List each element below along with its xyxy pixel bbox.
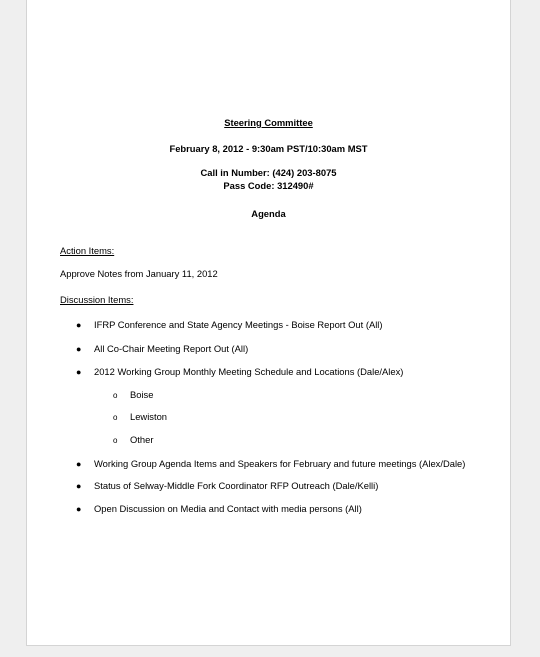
bullet-icon: ● bbox=[76, 481, 82, 491]
sub-item-text: Boise bbox=[130, 389, 154, 400]
meeting-date: February 8, 2012 - 9:30am PST/10:30am MST bbox=[169, 143, 368, 154]
bullet-icon: ● bbox=[76, 320, 82, 330]
action-items-heading: Action Items: bbox=[60, 245, 115, 256]
discussion-item bbox=[76, 480, 378, 491]
action-item: Approve Notes from January 11, 2012 bbox=[60, 268, 218, 279]
bullet-icon: ● bbox=[76, 504, 82, 514]
discussion-item-text: All Co-Chair Meeting Report Out (All) bbox=[94, 343, 249, 354]
sub-item-text: Lewiston bbox=[130, 411, 168, 422]
discussion-item-text: Working Group Agenda Items and Speakers for February and future meetings (Alex/Dale) bbox=[94, 458, 466, 469]
pass-code: Pass Code: 312490# bbox=[223, 180, 314, 191]
discussion-item bbox=[76, 343, 248, 354]
discussion-item-text: Status of Selway-Middle Fork Coordinator RFP Outreach (Dale/Kelli) bbox=[94, 480, 379, 491]
agenda-heading: Agenda bbox=[251, 208, 286, 219]
bullet-icon: ● bbox=[76, 344, 82, 354]
discussion-item bbox=[76, 319, 383, 330]
circle-bullet-icon: o bbox=[113, 436, 118, 445]
sub-item-text: Other bbox=[130, 434, 154, 445]
discussion-items-heading: Discussion Items: bbox=[60, 294, 134, 305]
bullet-icon: ● bbox=[76, 367, 82, 377]
discussion-item bbox=[76, 458, 465, 469]
discussion-item bbox=[76, 366, 403, 377]
document-page bbox=[26, 0, 511, 646]
discussion-item-text: 2012 Working Group Monthly Meeting Schedule and Locations (Dale/Alex) bbox=[94, 366, 404, 377]
call-in-number: Call in Number: (424) 203-8075 bbox=[200, 167, 337, 178]
sub-item bbox=[113, 434, 153, 445]
discussion-item-text: Open Discussion on Media and Contact with media persons (All) bbox=[94, 503, 362, 514]
circle-bullet-icon: o bbox=[113, 391, 118, 400]
discussion-item bbox=[76, 503, 362, 514]
circle-bullet-icon: o bbox=[113, 413, 118, 422]
discussion-item-text: IFRP Conference and State Agency Meetings - Boise Report Out (All) bbox=[94, 319, 383, 330]
document-title: Steering Committee bbox=[224, 117, 313, 128]
sub-item bbox=[113, 389, 153, 400]
sub-item bbox=[113, 411, 167, 422]
bullet-icon: ● bbox=[76, 459, 82, 469]
